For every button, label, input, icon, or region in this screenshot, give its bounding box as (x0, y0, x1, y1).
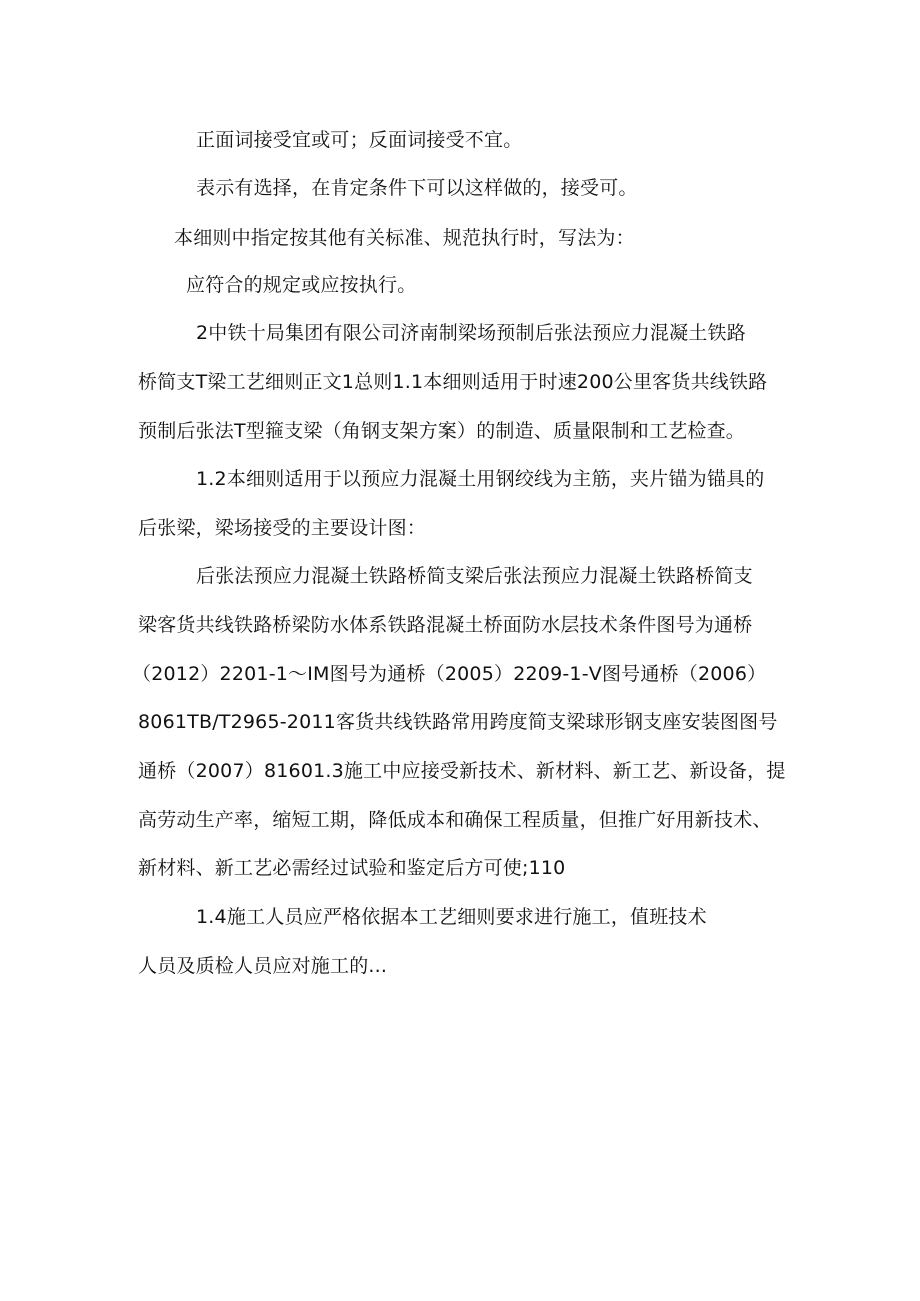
text-line-3: 本细则中指定按其他有关标准、规范执行时，写法为： (174, 227, 635, 249)
text-line-13: 8061TB/T2965-2011客货共线铁路常用跨度简支梁球形钢支座安装图图号 (138, 711, 778, 733)
text-line-1: 正面词接受宜或可；反面词接受不宜。 (196, 129, 523, 151)
text-line-5: 2中铁十局集团有限公司济南制梁场预制后张法预应力混凝土铁路 (196, 322, 746, 344)
text-line-2: 表示有选择，在肯定条件下可以这样做的，接受可。 (196, 177, 638, 199)
text-line-11: 梁客货共线铁路桥梁防水体系铁路混凝土桥面防水层技术条件图号为通桥 (138, 614, 753, 636)
text-line-4: 应符合的规定或应按执行。 (186, 274, 417, 296)
text-line-12: （2012）2201-1～IM图号为通桥（2005）2209-1-V图号通桥（2006） (132, 663, 767, 685)
text-line-15: 高劳动生产率，缩短工期，降低成本和确保工程质量，但推广好用新技术、 (138, 809, 772, 831)
text-line-18: 人员及质检人员应对施工的... (138, 955, 388, 977)
text-line-6: 桥简支T梁工艺细则正文1总则1.1本细则适用于时速200公里客货共线铁路 (138, 371, 768, 393)
text-line-16: 新材料、新工艺必需经过试验和鉴定后方可使;110 (138, 857, 566, 879)
text-line-14: 通桥（2007）81601.3施工中应接受新技术、新材料、新工艺、新设备，提 (138, 760, 786, 782)
text-line-7: 预制后张法T型箍支梁（角钢支架方案）的制造、质量限制和工艺检查。 (138, 420, 746, 442)
text-line-9: 后张梁，梁场接受的主要设计图： (138, 517, 427, 539)
text-line-10: 后张法预应力混凝土铁路桥简支梁后张法预应力混凝土铁路桥简支 (196, 565, 753, 587)
text-line-17: 1.4施工人员应严格依据本工艺细则要求进行施工，值班技术 (196, 906, 707, 928)
text-line-8: 1.2本细则适用于以预应力混凝土用钢绞线为主筋，夹片锚为锚具的 (196, 468, 765, 490)
